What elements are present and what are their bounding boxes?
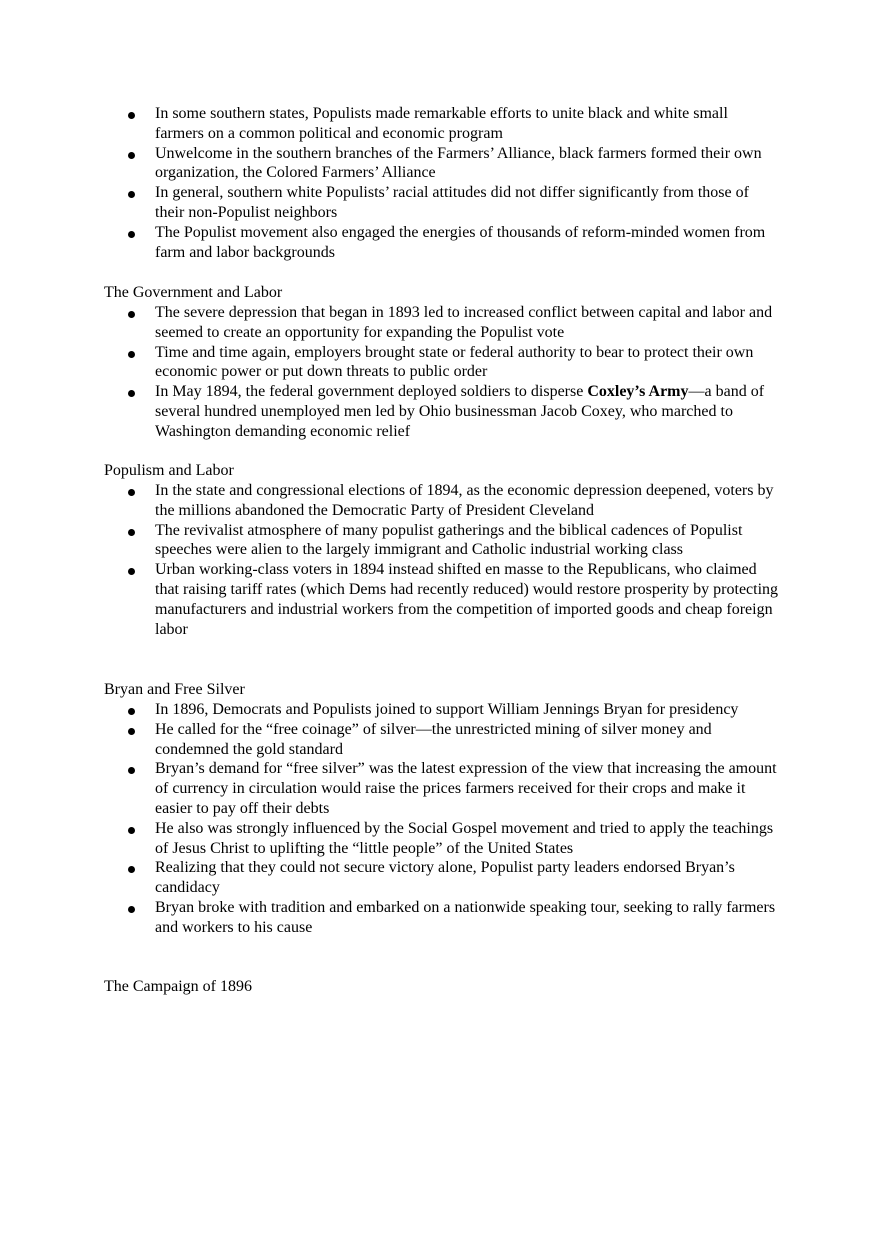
bullet-icon — [128, 568, 135, 575]
list-item — [0, 759, 780, 818]
list-item — [0, 303, 780, 343]
bullet-list-bryan-free-silver — [0, 700, 780, 938]
bullet-icon — [128, 112, 135, 119]
bullet-list-government-labor — [0, 303, 780, 442]
list-item-text: The severe depression that began in 1893 led to increased conflict between capital and labor and seemed to create an opportunity for expanding the Populist vote — [155, 304, 773, 341]
list-item-text: The Populist movement also engaged the energies of thousands of reform-minded women from farm and labor backgrounds — [155, 223, 766, 261]
list-item — [0, 898, 780, 938]
list-item-text: In the state and congressional elections of 1894, as the economic depression deepened, voters by the millions abandoned the Democratic Party of President Cleveland — [155, 482, 774, 519]
list-item — [0, 521, 780, 561]
list-item-text: Urban working-class voters in 1894 instead shifted en masse to the Republicans, who claimed that raising tariff rates (which Dems had recently reduced) would restore prosperity by protecting manufacturers and industrial workers from the competition of imported goods and cheap foreign labor — [155, 561, 779, 638]
list-item-text-before: In May 1894, the federal government deployed soldiers to disperse — [155, 383, 588, 401]
bullet-icon — [128, 351, 135, 358]
list-item — [0, 858, 780, 898]
section-heading-campaign-1896: The Campaign of 1896 — [104, 978, 252, 995]
list-item — [0, 104, 780, 144]
list-item-text: Realizing that they could not secure victory alone, Populist party leaders endorsed Bryan’s candidacy — [155, 859, 735, 897]
bullet-icon — [128, 231, 135, 238]
bullet-icon — [128, 529, 135, 536]
bullet-icon — [128, 489, 135, 496]
section-heading-bryan-free-silver: Bryan and Free Silver — [104, 681, 245, 698]
list-item-text: He called for the “free coinage” of silver—the unrestricted mining of silver money and condemned the gold standard — [155, 720, 712, 758]
list-item — [0, 183, 780, 223]
list-item — [0, 481, 780, 521]
list-item-text: In general, southern white Populists’ racial attitudes did not differ significantly from those of their non-Populist neighbors — [155, 184, 749, 221]
bullet-icon — [128, 827, 135, 834]
section-heading-government-labor: The Government and Labor — [104, 284, 283, 301]
section-heading-populism-labor: Populism and Labor — [104, 462, 234, 479]
list-item-text: Unwelcome in the southern branches of the Farmers’ Alliance, black farmers formed their own organization, the Colored Farmers’ Alliance — [155, 144, 762, 182]
list-item — [0, 560, 780, 639]
list-item-text: Bryan broke with tradition and embarked on a nationwide speaking tour, seeking to rally farmers and workers to his cause — [155, 898, 776, 936]
bullet-icon — [128, 767, 135, 774]
list-item-text: Time and time again, employers brought state or federal authority to bear to protect their own economic power or put down threats to public order — [155, 343, 754, 381]
list-item — [0, 700, 780, 720]
list-item — [0, 382, 780, 441]
bullet-icon — [128, 906, 135, 913]
list-item — [0, 223, 780, 263]
list-item — [0, 144, 780, 184]
list-item-text: The revivalist atmosphere of many populist gatherings and the biblical cadences of Populist speeches were alien to the largely immigrant and Catholic industrial working class — [155, 521, 743, 559]
list-item — [0, 819, 780, 859]
list-item-text-after: —a band of several hundred unemployed men led by Ohio businessman Jacob Coxey, who marched to Washington demanding economic relief — [155, 383, 765, 440]
bullet-icon — [128, 728, 135, 735]
bullet-icon — [128, 708, 135, 715]
list-item — [0, 343, 780, 383]
list-item — [0, 720, 780, 760]
bullet-list-intro — [0, 104, 780, 262]
bullet-icon — [128, 152, 135, 159]
bullet-list-populism-labor — [0, 481, 780, 639]
list-item-text: Bryan’s demand for “free silver” was the latest expression of the view that increasing the amount of currency in circulation would raise the prices farmers received for their crops and make it easier to pay off their debts — [155, 760, 777, 817]
list-item-text: In some southern states, Populists made remarkable efforts to unite black and white small farmers on a common political and economic program — [155, 105, 728, 142]
bullet-icon — [128, 311, 135, 318]
bullet-icon — [128, 191, 135, 198]
bullet-icon — [128, 390, 135, 397]
bullet-icon — [128, 866, 135, 873]
list-item-text: In 1896, Democrats and Populists joined to support William Jennings Bryan for presidency — [155, 701, 739, 718]
list-item-text: He also was strongly influenced by the Social Gospel movement and tried to apply the teachings of Jesus Christ to uplifting the “little people” of the United States — [155, 819, 774, 857]
coxleys-army-term: Coxley’s Army — [587, 383, 689, 401]
